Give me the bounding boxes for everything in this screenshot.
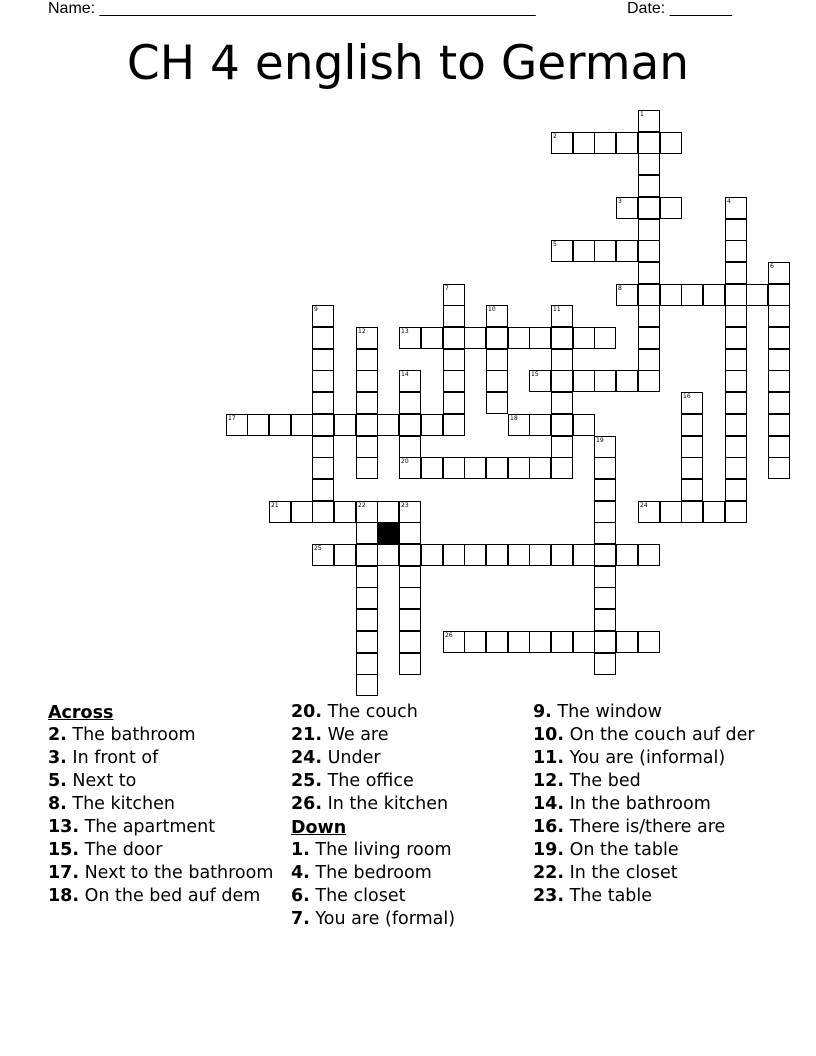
grid-cell[interactable] <box>638 501 660 523</box>
grid-cell[interactable] <box>443 414 465 436</box>
grid-cell[interactable] <box>334 501 356 523</box>
grid-cell[interactable] <box>356 436 378 458</box>
grid-cell[interactable] <box>399 522 421 544</box>
grid-cell[interactable] <box>356 370 378 392</box>
grid-cell[interactable] <box>768 392 790 414</box>
grid-cell[interactable] <box>660 284 682 306</box>
clue-down-7 <box>291 909 526 929</box>
clue-across-20 <box>291 702 526 722</box>
grid-cell[interactable] <box>725 219 747 241</box>
cell-number: 11 <box>553 306 561 313</box>
grid-cell[interactable] <box>594 587 616 609</box>
grid-cell[interactable] <box>443 370 465 392</box>
grid-cell[interactable] <box>399 544 421 566</box>
clue-text: In the closet <box>569 863 678 883</box>
clue-down-9 <box>533 702 768 722</box>
cell-number: 7 <box>445 285 449 292</box>
grid-cell[interactable] <box>703 284 725 306</box>
clue-text: The bedroom <box>315 863 432 883</box>
clue-number: 4. <box>291 863 310 883</box>
grid-cell[interactable] <box>746 284 768 306</box>
grid-cell[interactable] <box>594 566 616 588</box>
grid-cell[interactable] <box>443 392 465 414</box>
grid-cell[interactable] <box>486 349 508 371</box>
grid-cell[interactable] <box>486 370 508 392</box>
clue-text: The window <box>557 702 662 722</box>
grid-cell[interactable] <box>681 414 703 436</box>
grid-cell[interactable] <box>399 436 421 458</box>
grid-cell[interactable] <box>312 349 334 371</box>
clue-number: 13. <box>48 817 80 837</box>
grid-cell[interactable] <box>681 457 703 479</box>
clue-down-22 <box>533 863 768 883</box>
grid-cell[interactable] <box>312 501 334 523</box>
grid-cell[interactable] <box>638 262 660 284</box>
clue-text: Next to the bathroom <box>84 863 274 883</box>
clue-text: The bathroom <box>72 725 196 745</box>
grid-cell[interactable] <box>768 414 790 436</box>
clue-text: We are <box>327 725 389 745</box>
clue-across-3 <box>48 748 283 768</box>
name-line[interactable]: Name: _________________________________________________ <box>48 0 536 17</box>
clue-text: You are (informal) <box>569 748 726 768</box>
grid-cell[interactable] <box>356 522 378 544</box>
cell-number: 12 <box>358 328 366 335</box>
clue-text: The closet <box>315 886 406 906</box>
grid-cell[interactable] <box>421 327 443 349</box>
grid-cell[interactable] <box>594 132 616 154</box>
cell-number: 24 <box>640 502 648 509</box>
grid-cell[interactable] <box>356 674 378 696</box>
clue-number: 12. <box>533 771 565 791</box>
grid-cell[interactable] <box>638 370 660 392</box>
grid-cell[interactable] <box>486 457 508 479</box>
clue-across-8 <box>48 794 283 814</box>
grid-cell[interactable] <box>443 631 465 653</box>
cell-number: 2 <box>553 133 557 140</box>
clue-number: 25. <box>291 771 323 791</box>
page-title: CH 4 english to German <box>126 36 690 91</box>
grid-cell[interactable] <box>312 370 334 392</box>
grid-cell[interactable] <box>443 349 465 371</box>
grid-cell[interactable] <box>399 566 421 588</box>
clue-text: The couch <box>327 702 418 722</box>
grid-cell[interactable] <box>399 631 421 653</box>
grid-cell[interactable] <box>312 305 334 327</box>
clue-down-6 <box>291 886 526 906</box>
grid-cell[interactable] <box>638 349 660 371</box>
clue-number: 3. <box>48 748 67 768</box>
grid-cell[interactable] <box>486 305 508 327</box>
grid-cell[interactable] <box>399 414 421 436</box>
grid-cell[interactable] <box>594 479 616 501</box>
grid-cell[interactable] <box>356 414 378 436</box>
grid-cell[interactable] <box>334 544 356 566</box>
clue-number: 20. <box>291 702 323 722</box>
clue-text: There is/there are <box>569 817 726 837</box>
cell-number: 4 <box>727 198 731 205</box>
grid-cell[interactable] <box>399 370 421 392</box>
grid-cell[interactable] <box>660 197 682 219</box>
grid-cell[interactable] <box>529 370 551 392</box>
grid-cell[interactable] <box>421 544 443 566</box>
grid-cell[interactable] <box>573 327 595 349</box>
grid-cell[interactable] <box>421 414 443 436</box>
grid-cell[interactable] <box>508 457 530 479</box>
grid-cell[interactable] <box>681 501 703 523</box>
grid-cell[interactable] <box>768 349 790 371</box>
grid-cell[interactable] <box>681 284 703 306</box>
grid-cell[interactable] <box>573 370 595 392</box>
grid-cell[interactable] <box>616 284 638 306</box>
grid-cell[interactable] <box>399 501 421 523</box>
grid-cell[interactable] <box>616 631 638 653</box>
grid-cell[interactable] <box>638 132 660 154</box>
grid-cell[interactable] <box>768 262 790 284</box>
grid-cell[interactable] <box>443 305 465 327</box>
clue-number: 18. <box>48 886 80 906</box>
clue-text: On the table <box>569 840 679 860</box>
cell-number: 17 <box>228 415 236 422</box>
grid-cell[interactable] <box>312 457 334 479</box>
clue-number: 2. <box>48 725 67 745</box>
grid-cell[interactable] <box>312 414 334 436</box>
clue-number: 9. <box>533 702 552 722</box>
grid-cell[interactable] <box>312 544 334 566</box>
grid-cell[interactable] <box>399 327 421 349</box>
clue-number: 6. <box>291 886 310 906</box>
clue-number: 22. <box>533 863 565 883</box>
clue-down-16 <box>533 817 768 837</box>
grid-cell[interactable] <box>377 544 399 566</box>
grid-cell[interactable] <box>312 392 334 414</box>
grid-cell[interactable] <box>616 132 638 154</box>
grid-cell[interactable] <box>551 414 573 436</box>
clue-number: 8. <box>48 794 67 814</box>
grid-cell[interactable] <box>551 436 573 458</box>
grid-cell[interactable] <box>312 327 334 349</box>
cell-number: 18 <box>510 415 518 422</box>
grid-cell[interactable] <box>334 414 356 436</box>
grid-cell[interactable] <box>421 457 443 479</box>
date-line[interactable]: Date: _______ <box>627 0 732 17</box>
grid-cell[interactable] <box>638 544 660 566</box>
grid-cell[interactable] <box>616 544 638 566</box>
grid-cell[interactable] <box>638 240 660 262</box>
grid-cell[interactable] <box>486 327 508 349</box>
clue-text: On the couch auf der <box>569 725 755 745</box>
cell-number: 13 <box>401 328 409 335</box>
grid-cell[interactable] <box>356 653 378 675</box>
grid-cell[interactable] <box>551 240 573 262</box>
grid-cell[interactable] <box>616 370 638 392</box>
grid-cell[interactable] <box>508 327 530 349</box>
grid-cell[interactable] <box>399 587 421 609</box>
clue-number: 23. <box>533 886 565 906</box>
clue-across-2 <box>48 725 283 745</box>
grid-cell[interactable] <box>725 501 747 523</box>
grid-cell[interactable] <box>768 284 790 306</box>
cell-number: 21 <box>271 502 279 509</box>
clue-number: 5. <box>48 771 67 791</box>
grid-cell[interactable] <box>573 544 595 566</box>
grid-cell[interactable] <box>638 305 660 327</box>
clue-text: You are (formal) <box>315 909 456 929</box>
grid-cell[interactable] <box>573 631 595 653</box>
clue-down-19 <box>533 840 768 860</box>
grid-cell[interactable] <box>616 240 638 262</box>
grid-cell[interactable] <box>638 175 660 197</box>
grid-cell[interactable] <box>486 392 508 414</box>
grid-cell[interactable] <box>269 501 291 523</box>
grid-cell[interactable] <box>768 305 790 327</box>
clue-text: The table <box>569 886 653 906</box>
clue-text: The living room <box>315 840 452 860</box>
grid-cell[interactable] <box>768 457 790 479</box>
grid-cell[interactable] <box>638 327 660 349</box>
clue-across-21 <box>291 725 526 745</box>
grid-cell[interactable] <box>356 609 378 631</box>
clue-number: 26. <box>291 794 323 814</box>
grid-cell[interactable] <box>291 501 313 523</box>
grid-cell[interactable] <box>399 457 421 479</box>
grid-cell[interactable] <box>725 305 747 327</box>
across-heading: Across <box>48 703 114 723</box>
clue-column-3 <box>533 702 768 909</box>
grid-cell[interactable] <box>486 631 508 653</box>
grid-cell[interactable] <box>725 457 747 479</box>
grid-cell[interactable] <box>291 414 313 436</box>
clue-across-24 <box>291 748 526 768</box>
grid-cell[interactable] <box>594 631 616 653</box>
grid-cell[interactable] <box>725 262 747 284</box>
clue-number: 21. <box>291 725 323 745</box>
clue-number: 14. <box>533 794 565 814</box>
grid-cell[interactable] <box>508 414 530 436</box>
grid-cell[interactable] <box>573 240 595 262</box>
grid-cell[interactable] <box>377 414 399 436</box>
grid-cell[interactable] <box>573 132 595 154</box>
grid-cell[interactable] <box>508 544 530 566</box>
grid-cell[interactable] <box>725 284 747 306</box>
grid-cell[interactable] <box>594 240 616 262</box>
clue-number: 1. <box>291 840 310 860</box>
grid-cell[interactable] <box>269 414 291 436</box>
clue-text: In the kitchen <box>327 794 449 814</box>
cell-number: 5 <box>553 241 557 248</box>
cell-number: 9 <box>314 306 318 313</box>
cell-number: 6 <box>770 263 774 270</box>
clue-down-12 <box>533 771 768 791</box>
grid-cell[interactable] <box>399 392 421 414</box>
clue-text: The door <box>84 840 163 860</box>
grid-cell[interactable] <box>247 414 269 436</box>
grid-cell[interactable] <box>638 219 660 241</box>
grid-cell[interactable] <box>725 327 747 349</box>
clue-down-14 <box>533 794 768 814</box>
grid-cell[interactable] <box>594 522 616 544</box>
grid-cell[interactable] <box>573 414 595 436</box>
clue-across-26 <box>291 794 526 814</box>
grid-cell[interactable] <box>660 132 682 154</box>
grid-cell[interactable] <box>551 392 573 414</box>
grid-cell[interactable] <box>768 327 790 349</box>
grid-cell[interactable] <box>529 631 551 653</box>
grid-cell[interactable] <box>594 457 616 479</box>
clue-down-4 <box>291 863 526 883</box>
cell-number: 3 <box>618 198 622 205</box>
grid-cell[interactable] <box>529 327 551 349</box>
clue-down-1 <box>291 840 526 860</box>
grid-cell[interactable] <box>356 457 378 479</box>
grid-cell[interactable] <box>725 370 747 392</box>
grid-cell[interactable] <box>464 327 486 349</box>
grid-cell[interactable] <box>226 414 248 436</box>
grid-cell[interactable] <box>356 501 378 523</box>
clue-down-11 <box>533 748 768 768</box>
clue-across-15 <box>48 840 283 860</box>
clue-text: Next to <box>72 771 137 791</box>
blocked-cell <box>377 522 399 544</box>
grid-cell[interactable] <box>551 544 573 566</box>
clue-text: In front of <box>72 748 159 768</box>
clue-text: The apartment <box>84 817 216 837</box>
grid-cell[interactable] <box>356 327 378 349</box>
clue-text: The kitchen <box>72 794 175 814</box>
cell-number: 19 <box>596 437 604 444</box>
grid-cell[interactable] <box>399 653 421 675</box>
grid-cell[interactable] <box>356 349 378 371</box>
grid-cell[interactable] <box>377 501 399 523</box>
clue-number: 15. <box>48 840 80 860</box>
grid-cell[interactable] <box>464 631 486 653</box>
grid-cell[interactable] <box>529 544 551 566</box>
clue-column-2 <box>291 702 526 932</box>
grid-cell[interactable] <box>312 436 334 458</box>
grid-cell[interactable] <box>681 479 703 501</box>
clue-across-18 <box>48 886 283 906</box>
clue-number: 7. <box>291 909 310 929</box>
cell-number: 1 <box>640 111 644 118</box>
grid-cell[interactable] <box>443 327 465 349</box>
grid-cell[interactable] <box>594 370 616 392</box>
clue-number: 10. <box>533 725 565 745</box>
grid-cell[interactable] <box>551 631 573 653</box>
grid-cell[interactable] <box>594 436 616 458</box>
cell-number: 20 <box>401 458 409 465</box>
grid-cell[interactable] <box>594 653 616 675</box>
clue-down-23 <box>533 886 768 906</box>
clue-across-5 <box>48 771 283 791</box>
clue-number: 24. <box>291 748 323 768</box>
grid-cell[interactable] <box>681 436 703 458</box>
grid-cell[interactable] <box>725 197 747 219</box>
grid-cell[interactable] <box>356 544 378 566</box>
grid-cell[interactable] <box>594 544 616 566</box>
cell-number: 22 <box>358 502 366 509</box>
grid-cell[interactable] <box>660 501 682 523</box>
grid-cell[interactable] <box>551 370 573 392</box>
grid-cell[interactable] <box>725 414 747 436</box>
grid-cell[interactable] <box>681 392 703 414</box>
grid-cell[interactable] <box>443 284 465 306</box>
grid-cell[interactable] <box>464 544 486 566</box>
clue-number: 16. <box>533 817 565 837</box>
grid-cell[interactable] <box>529 414 551 436</box>
clue-down-10 <box>533 725 768 745</box>
clue-across-13 <box>48 817 283 837</box>
grid-cell[interactable] <box>356 566 378 588</box>
grid-cell[interactable] <box>638 631 660 653</box>
grid-cell[interactable] <box>768 436 790 458</box>
grid-cell[interactable] <box>725 349 747 371</box>
clue-text: The bed <box>569 771 641 791</box>
grid-cell[interactable] <box>551 132 573 154</box>
cell-number: 23 <box>401 502 409 509</box>
grid-cell[interactable] <box>638 197 660 219</box>
clue-text: The office <box>327 771 414 791</box>
clue-text: On the bed auf dem <box>84 886 261 906</box>
clue-text: Under <box>327 748 381 768</box>
grid-cell[interactable] <box>443 457 465 479</box>
cell-number: 14 <box>401 371 409 378</box>
grid-cell[interactable] <box>486 544 508 566</box>
grid-cell[interactable] <box>399 609 421 631</box>
grid-cell[interactable] <box>594 609 616 631</box>
grid-cell[interactable] <box>725 479 747 501</box>
clue-number: 17. <box>48 863 80 883</box>
grid-cell[interactable] <box>356 631 378 653</box>
clue-number: 11. <box>533 748 565 768</box>
grid-cell[interactable] <box>768 370 790 392</box>
clue-number: 19. <box>533 840 565 860</box>
grid-cell[interactable] <box>638 110 660 132</box>
grid-cell[interactable] <box>594 501 616 523</box>
grid-cell[interactable] <box>551 457 573 479</box>
cell-number: 15 <box>531 371 539 378</box>
grid-cell[interactable] <box>508 631 530 653</box>
cell-number: 26 <box>445 632 453 639</box>
grid-cell[interactable] <box>551 327 573 349</box>
down-heading: Down <box>291 818 347 838</box>
grid-cell[interactable] <box>551 305 573 327</box>
grid-cell[interactable] <box>725 240 747 262</box>
grid-cell[interactable] <box>312 479 334 501</box>
clue-column-1 <box>48 702 283 909</box>
grid-cell[interactable] <box>594 327 616 349</box>
grid-cell[interactable] <box>638 153 660 175</box>
cell-number: 16 <box>683 393 691 400</box>
cell-number: 25 <box>314 545 322 552</box>
clue-text: In the bathroom <box>569 794 711 814</box>
cell-number: 10 <box>488 306 496 313</box>
cell-number: 8 <box>618 285 622 292</box>
grid-cell[interactable] <box>443 544 465 566</box>
grid-cell[interactable] <box>638 284 660 306</box>
grid-cell[interactable] <box>725 392 747 414</box>
grid-cell[interactable] <box>616 197 638 219</box>
grid-cell[interactable] <box>356 392 378 414</box>
clue-across-17 <box>48 863 283 883</box>
grid-cell[interactable] <box>529 457 551 479</box>
grid-cell[interactable] <box>725 436 747 458</box>
clue-across-25 <box>291 771 526 791</box>
grid-cell[interactable] <box>356 587 378 609</box>
grid-cell[interactable] <box>703 501 725 523</box>
grid-cell[interactable] <box>551 349 573 371</box>
grid-cell[interactable] <box>464 457 486 479</box>
